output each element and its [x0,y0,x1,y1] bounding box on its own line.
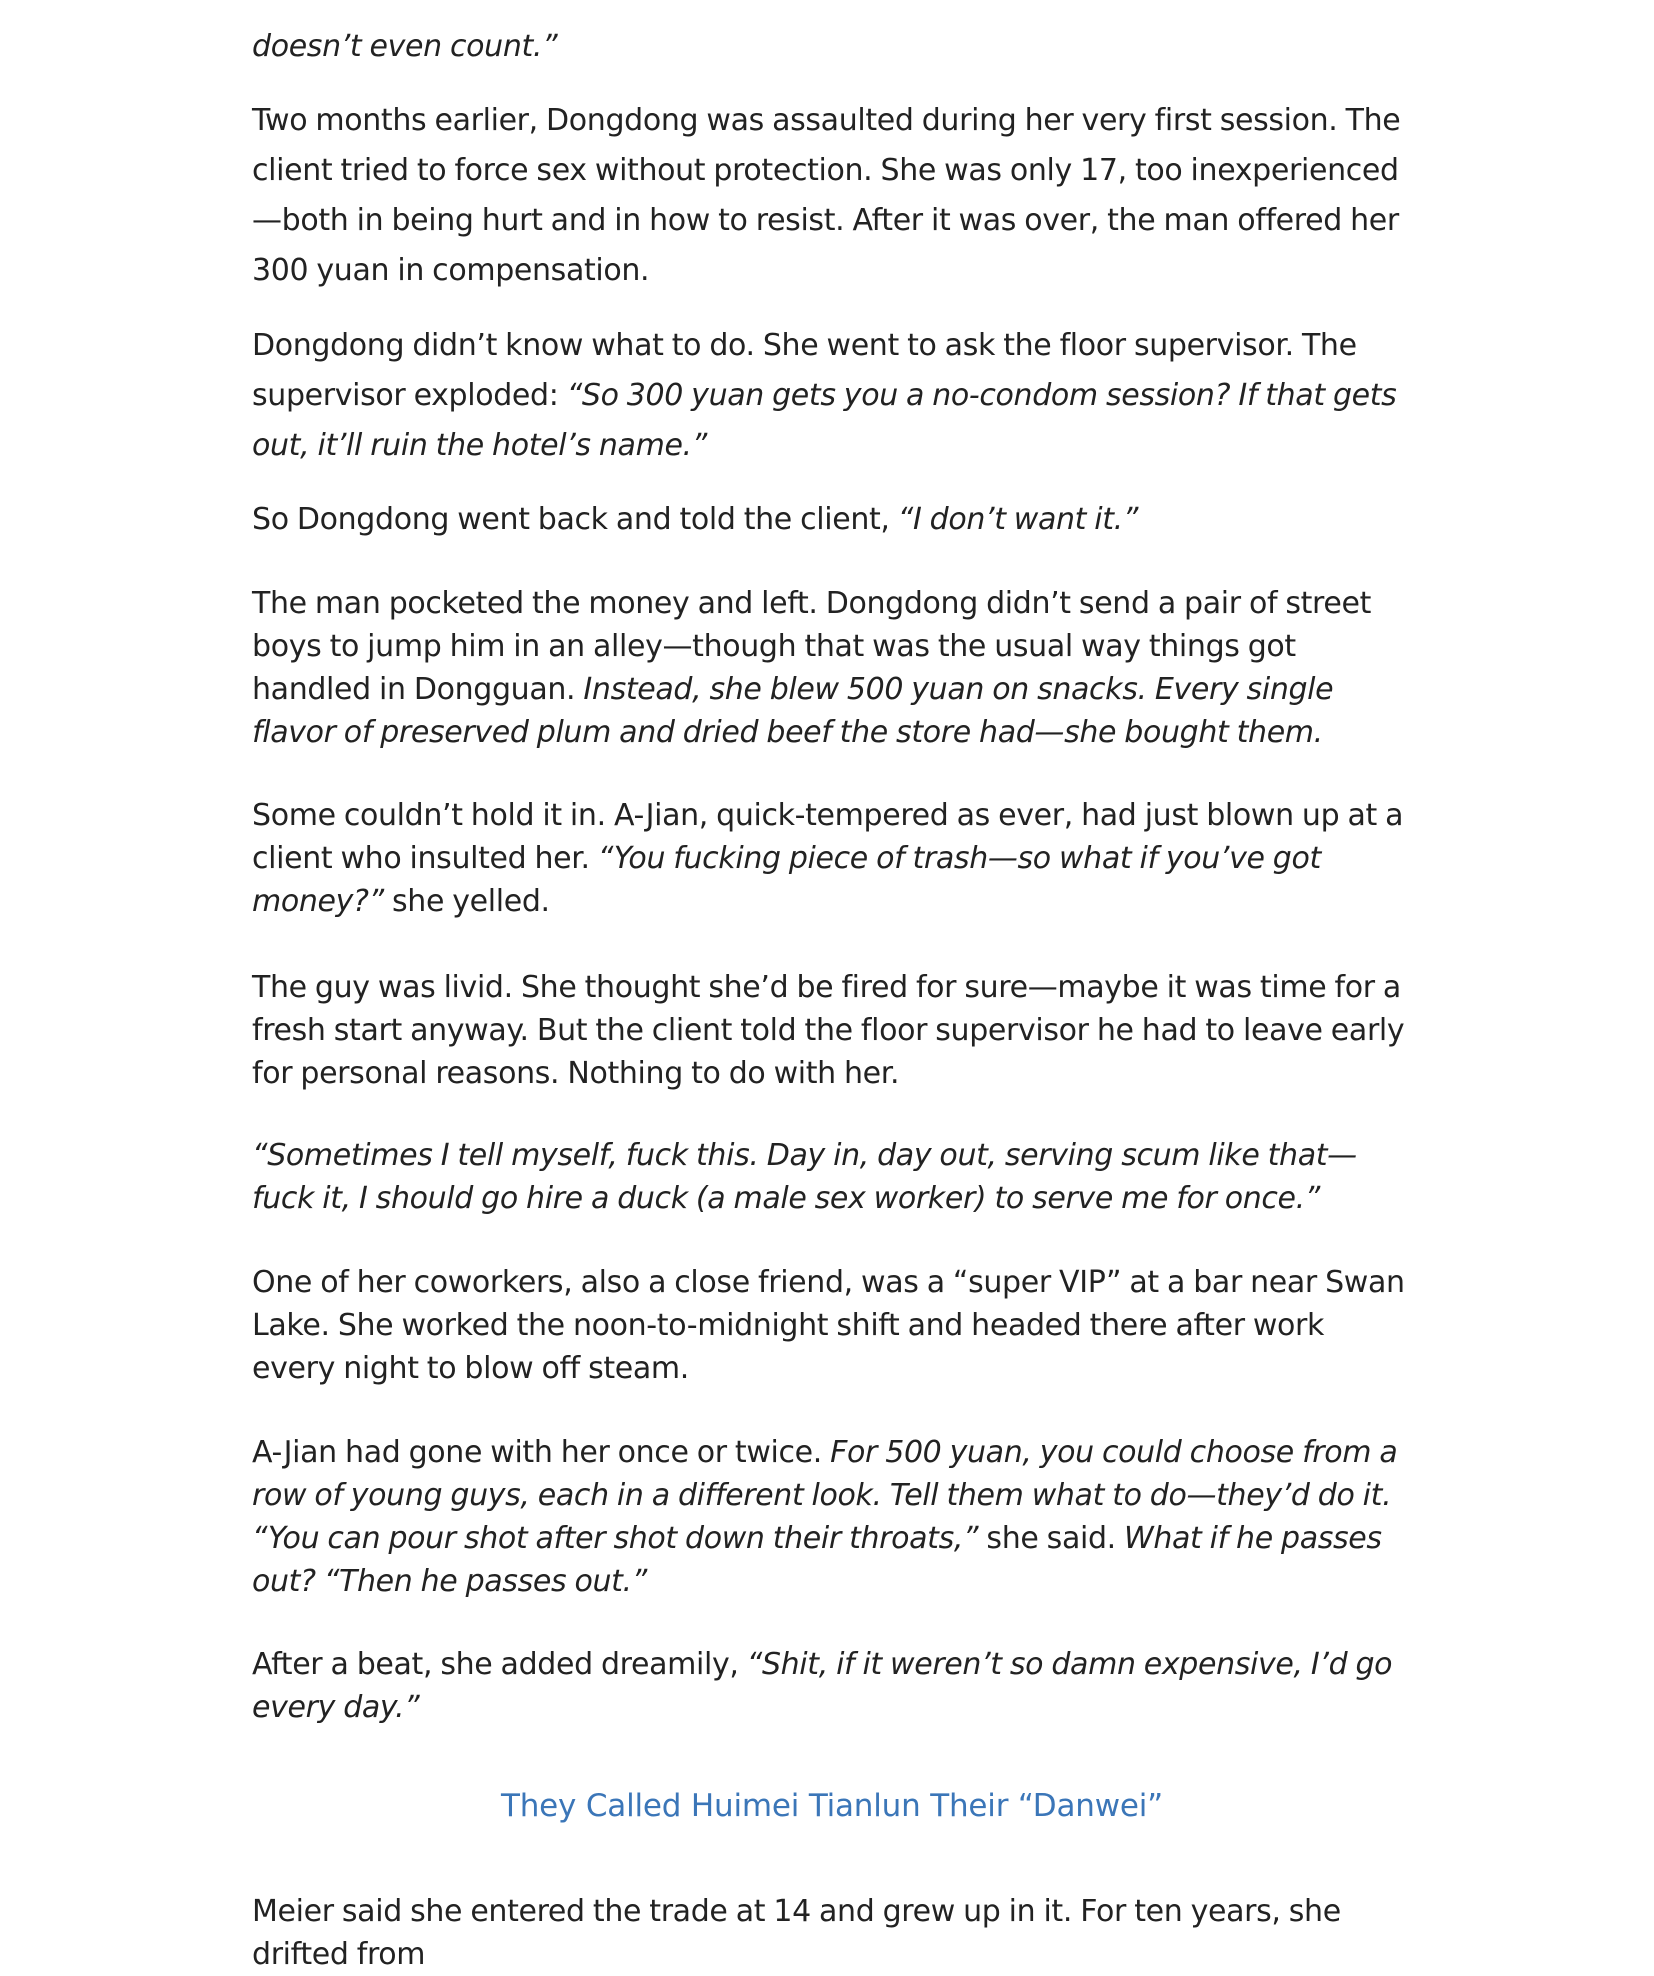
italic-text: For 500 yuan, you could choose from a row of young guys, each in a different look. Tell them what to do—they’d do it. “You can pour shot after shot down their throats,” [252,1435,1398,1556]
quote-text: “So 300 yuan gets you a no-condom session? If that gets out, it’ll ruin the hotel’s name.” [252,378,1397,463]
paragraph-ajian-yelled [252,794,1412,923]
paragraph-meier [252,1890,1412,1976]
paragraph-assault [252,96,1412,296]
paragraph-bar-visit [252,1431,1412,1603]
paragraph-text: she yelled. [383,884,550,919]
section-heading: They Called Huimei Tianlun Their “Danwei” [500,1788,1164,1824]
paragraph-refusal [252,495,1138,545]
italic-text: What if he passes out? “Then he passes out.” [252,1521,1382,1599]
paragraph-text: she said. [978,1521,1125,1556]
paragraph-dreamily [252,1643,1412,1729]
paragraph-text: The man pocketed the money and left. Dongdong didn’t send a pair of street boys to jump him in an alley—though that was the usual way things got handled in Dongguan. [252,586,1371,707]
paragraph-quote-end [252,22,557,72]
quote-text: doesn’t even count.” [252,29,558,64]
paragraph-quote-duck [252,1134,1412,1220]
paragraph-supervisor [252,321,1412,471]
paragraph-text: Two months earlier, Dongdong was assaulted during her very first session. The client tried to force sex without protection. She was only 17, too inexperienced—both in being hurt and in how to resist. After it was over, the man offered her 300 yuan in compensation. [252,103,1401,288]
quote-text: “Sometimes I tell myself, fuck this. Day in, day out, serving scum like that—fuck it, I should go hire a duck (a male sex worker) to serve me for once.” [252,1138,1357,1216]
paragraph-text: A-Jian had gone with her once or twice. [252,1435,831,1470]
paragraph-text: The guy was livid. She thought she’d be fired for sure—maybe it was time for a fresh start anyway. But the client told the floor supervisor he had to leave early for personal reasons. Nothing to do with her. [252,970,1405,1091]
paragraph-text: One of her coworkers, also a close friend, was a “super VIP” at a bar near Swan Lake. She worked the noon-to-midnight shift and headed there after work every night to blow off steam. [252,1265,1405,1386]
paragraph-snacks [252,582,1412,754]
paragraph-text: So Dongdong went back and told the client, [252,502,898,537]
italic-text: Instead, she blew 500 yuan on snacks. Every single flavor of preserved plum and dried beef the store had—she bought them. [252,672,1334,750]
quote-text: “You fucking piece of trash—so what if you’ve got money?” [252,841,1321,919]
paragraph-text: Dongdong didn’t know what to do. She went to ask the floor supervisor. The supervisor exploded: [252,328,1357,413]
quote-text: “I don’t want it.” [897,502,1139,537]
paragraph-text: After a beat, she added dreamily, [252,1647,747,1682]
paragraph-text: Some couldn’t hold it in. A-Jian, quick-tempered as ever, had just blown up at a client who insulted her. [252,798,1404,876]
paragraph-text: Meier said she entered the trade at 14 and grew up in it. For ten years, she drifted from [252,1894,1341,1972]
paragraph-client-livid [252,966,1412,1095]
quote-text: “Shit, if it weren’t so damn expensive, I’d go every day.” [252,1647,1393,1725]
paragraph-coworker [252,1261,1412,1390]
